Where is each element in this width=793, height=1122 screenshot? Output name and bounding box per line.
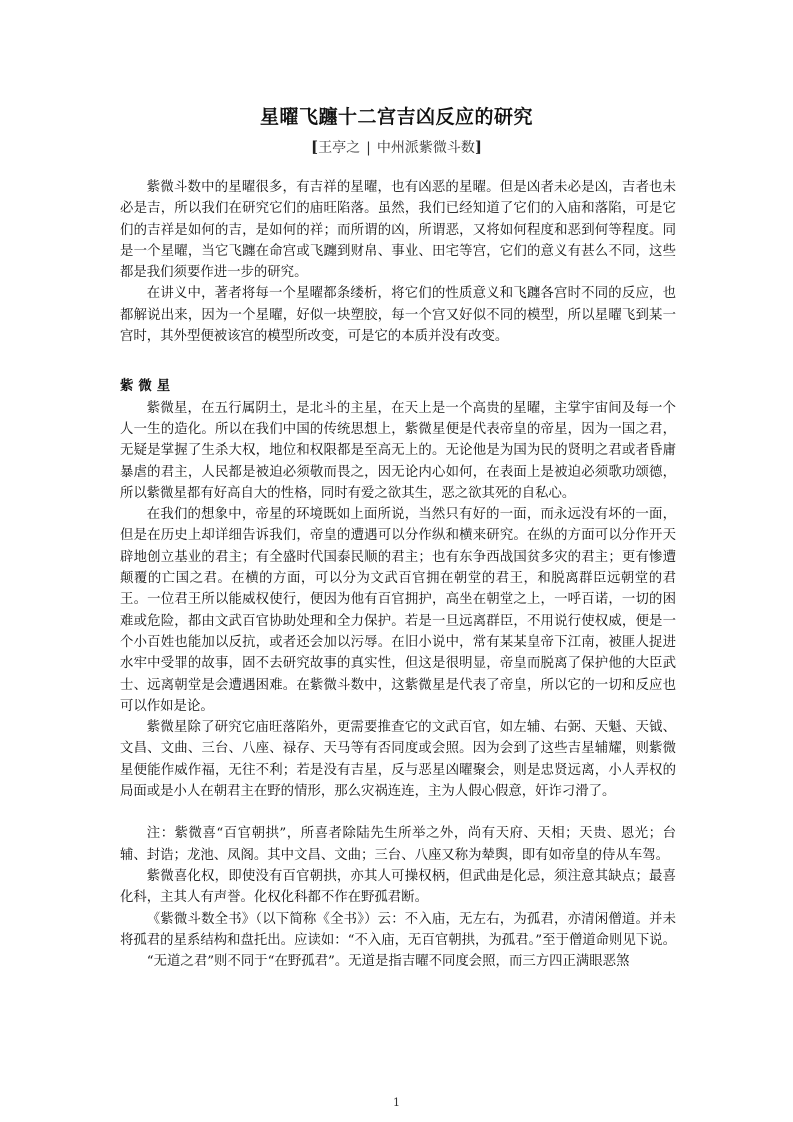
byline-author: 王亭之 <box>318 140 361 156</box>
byline-separator: | <box>366 140 371 156</box>
intro-paragraph: 在讲义中，著者将每一个星曜都条缕析，将它们的性质意义和飞躔各宫时不同的反应，也都解说出来，因为一个星曜，好似一块塑胶，每一个宫又好似不同的模型，所以星曜飞到某一宫时，其外型便被该宫的模型所改变，可是它的本质并没有改变。 <box>120 286 676 345</box>
section-paragraph: 在我们的想象中，帝星的环境既如上面所说，当然只有好的一面，而永远没有坏的一面，但是在历史上却详细告诉我们，帝皇的遭遇可以分作纵和横来研究。在纵的方面可以分作开天辟地创立基业的君主；有全盛时代国泰民顺的君主；也有东争西战国贫多灾的君主；更有惨遭颠覆的亡国之君。在横的方面，可以分为文武百官拥在朝堂的君王，和脱离群臣远朝堂的君王。一位君王所以能威权使行，便因为他有百官拥护，高坐在朝堂之上，一呼百诺，一切的困难或危险，都由文武百官协助处理和全力保护。若是一旦远离群臣，不用说行使权威，便是一个小百姓也能加以反抗，或者还会加以污辱。在旧小说中，常有某某皇帝下江南，被匪人捉进水牢中受罪的故事，固不去研究故事的真实性，但这是很明显，帝皇而脱离了保护他的大臣武士、远离朝堂是会遭遇困难。在紫微斗数中，这紫微星是代表了帝皇，所以它的一切和反应也可以作如是论。 <box>120 507 676 714</box>
section-heading: 紫微星 <box>120 378 176 395</box>
byline-series: 中州派紫微斗数 <box>376 140 475 156</box>
document-body <box>120 177 676 972</box>
page-number: 1 <box>393 1096 400 1109</box>
section-paragraph: 紫微星除了研究它庙旺落陷外，更需要推查它的文武百官，如左辅、右弼、天魁、天钺、文昌、文曲、三台、八座、禄存、天马等有否同度或会照。因为会到了这些吉星辅耀，则紫微星便能作威作福，无往不利；若是没有吉星，反与恶星凶曜聚会，则是忠贤远离，小人弄权的局面或是小人在朝君主在野的情形，那么灾祸连连，主为人假心假意，奸诈刁滑了。 <box>120 720 676 800</box>
note-paragraph: “无道之君”则不同于“在野孤君”。无道是指吉曜不同度会照，而三方四正满眼恶煞 <box>146 954 630 970</box>
section-paragraph: 紫微星，在五行属阴土，是北斗的主星，在天上是一个高贵的星曜，主掌宇宙间及每一个人一生的造化。所以在我们中国的传统思想上，紫微星便是代表帝皇的帝星，因为一国之君，无疑是掌握了生杀大权，地位和权限都是至高无上的。无论他是为国为民的贤明之君或者昏庸暴虐的君主，人民都是被迫必须敬而畏之，因无论内心如何，在表面上是被迫必须歌功颂德，所以紫微星都有好高自大的性格，同时有爱之欲其生，恶之欲其死的自私心。 <box>120 400 676 501</box>
document-title: 星曜飞躔十二宫吉凶反应的研究 <box>259 106 533 128</box>
intro-paragraph: 紫微斗数中的星曜很多，有吉祥的星曜，也有凶恶的星曜。但是凶者未必是凶，吉者也未必是吉，所以我们在研究它们的庙旺陷落。虽然，我们已经知道了它们的入庙和落陷，可是它们的吉祥是如何的吉，是如何的祥；而所谓的凶，所谓恶，又将如何程度和恶到何等程度。同是一个星曜，当它飞躔在命宫或飞躔到财帛、事业、田宅等宫，它们的意义有甚么不同，这些都是我们须要作进一步的研究。 <box>120 180 676 281</box>
byline-close-bracket: ] <box>474 138 482 156</box>
note-paragraph: 注：紫微喜“百官朝拱”，所喜者除陆先生所举之外，尚有天府、天相；天贵、恩光；台辅、封诰；龙池、凤阁。其中文昌、文曲；三台、八座又称为辇舆，即有如帝皇的侍从车驾。 <box>120 826 676 863</box>
note-paragraph: 紫微喜化权，即使没有百官朝拱，亦其人可操权柄，但武曲是化忌，须注意其缺点；最喜化科，主其人有声誉。化权化科都不作在野孤君断。 <box>120 868 676 906</box>
note-paragraph: 《紫微斗数全书》（以下简称《全书》）云：不入庙，无左右，为孤君，亦清闲僧道。并未将孤君的星系结构和盘托出。应读如：“不入庙，无百官朝拱，为孤君。”至于僧道命则见下说。 <box>120 911 677 948</box>
byline <box>0 137 793 158</box>
byline-open-bracket: [ <box>311 138 319 156</box>
